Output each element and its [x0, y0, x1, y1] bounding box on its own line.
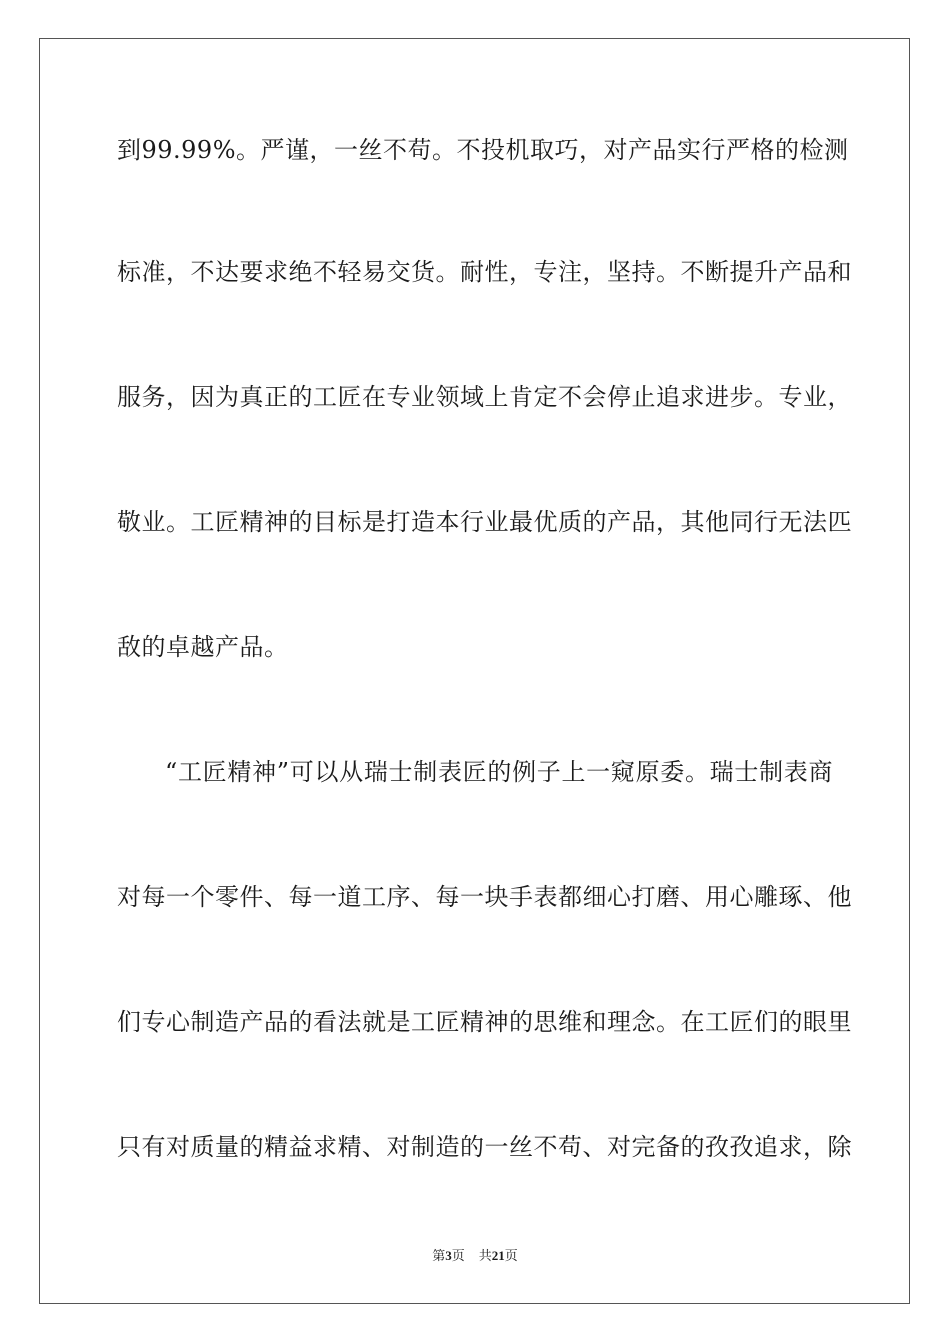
body-text-line-3: 服务，因为真正的工匠在专业领域上肯定不会停止追求进步。专业， — [117, 383, 852, 411]
body-text-line-7: 对每一个零件、每一道工序、每一块手表都细心打磨、用心雕琢、他 — [117, 883, 852, 911]
footer-total-suffix: 页 — [504, 1249, 518, 1264]
body-text-line-9: 只有对质量的精益求精、对制造的一丝不苟、对完备的孜孜追求，除 — [117, 1133, 852, 1161]
footer-page-suffix: 页 — [451, 1249, 465, 1264]
page-footer — [0, 1247, 950, 1266]
body-text-line-1: 到99.99%。严谨，一丝不苟。不投机取巧，对产品实行严格的检测 — [117, 136, 849, 164]
footer-page-prefix: 第 — [432, 1249, 446, 1264]
body-text-line-8: 们专心制造产品的看法就是工匠精神的思维和理念。在工匠们的眼里 — [117, 1008, 852, 1036]
footer-total-prefix: 共 — [478, 1249, 492, 1264]
paragraph-2-first-line: “工匠精神”可以从瑞士制表匠的例子上一窥原委。瑞士制表商 — [165, 758, 833, 786]
body-text-line-4: 敬业。工匠精神的目标是打造本行业最优质的产品，其他同行无法匹 — [117, 508, 852, 536]
body-text-line-2: 标准，不达要求绝不轻易交货。耐性，专注，坚持。不断提升产品和 — [117, 258, 852, 286]
footer-total-pages: 21 — [491, 1248, 505, 1263]
footer-page-number: 3 — [445, 1248, 452, 1263]
page-border — [39, 38, 910, 1304]
body-text-line-5: 敌的卓越产品。 — [117, 633, 289, 661]
